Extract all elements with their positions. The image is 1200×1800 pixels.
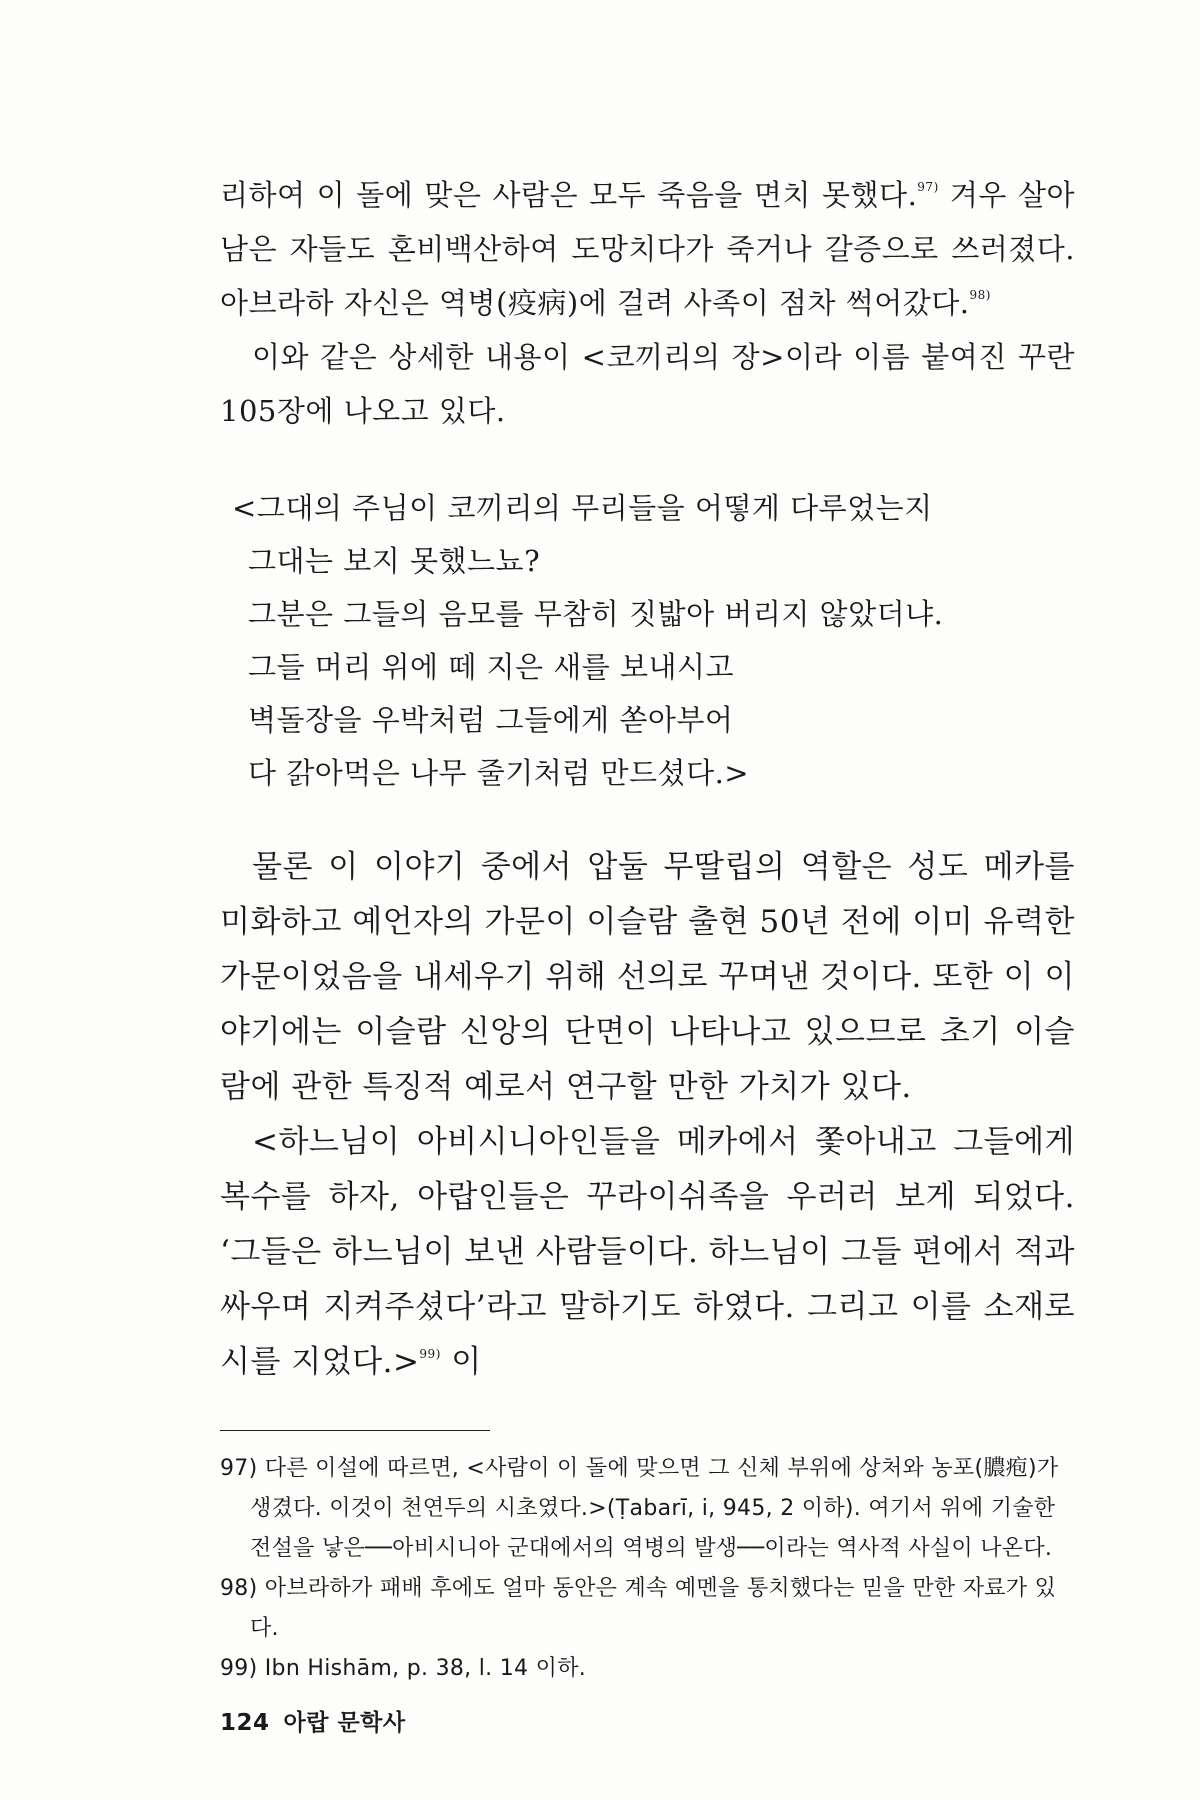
- paragraph-text: 리하여 이 돌에 맞은 사람은 모두 죽음을 면치 못했다.: [220, 178, 918, 212]
- paragraph-text: 이와 같은 상세한 내용이 <코끼리의 장>이라 이름 붙여진 꾸란 105장에 나오고 있다.: [220, 340, 1075, 428]
- page-number: 124: [220, 1710, 270, 1736]
- paragraph-quran-105: [220, 330, 1075, 438]
- quotation-line: 다 갉아먹은 나무 줄기처럼 만드셨다.>: [248, 756, 750, 790]
- footnote-97: 97) 다른 이설에 따르면, <사람이 이 돌에 맞으면 그 신체 부위에 상처와 농포(膿疱)가 생겼다. 이것이 천연두의 시초였다.>(Ṭabarī, i, 945, 2 이하). 여기서 위에 기술한 전설을 낳은──아비시니아 군대에서의 역병의 발생──이라는 역사적 사실이 나온다.: [220, 1456, 1059, 1561]
- footnote-ref-99[interactable]: 99): [419, 1347, 441, 1361]
- paragraph-text-cont: 겨우 살아남은 자들도 혼비백산하여 도망치다가 죽거나 갈증으로 쓰러졌다. 아브라하 자신은 역병(疫病)에 걸려 사족이 점차 썩어갔다.: [220, 178, 1075, 320]
- footnote-99: 99) Ibn Hishām, p. 38, l. 14 이하.: [220, 1656, 587, 1681]
- paragraph-abd-al-muttalib: [220, 840, 1075, 1115]
- paragraph-quraysh: [220, 1115, 1075, 1390]
- paragraph-text: 물론 이 이야기 중에서 압둘 무딸립의 역할은 성도 메카를 미화하고 예언자의 가문이 이슬람 출현 50년 전에 이미 유력한 가문이었음을 내세우기 위해 선의로 꾸며낸 것이다. 또한 이 이야기에는 이슬람 신앙의 단면이 나타나고 있으므로 초기 이슬람에 관한 특징적 예로서 연구할 만한 가치가 있다.: [220, 849, 1075, 1105]
- body-continuation: [220, 840, 1075, 1390]
- quotation-line: 벽돌장을 우박처럼 그들에게 쏟아부어: [248, 703, 734, 737]
- footnote-separator: [220, 1430, 490, 1431]
- footnotes: [220, 1449, 1075, 1689]
- quotation-line: 그들 머리 위에 떼 지은 새를 보내시고: [248, 650, 735, 684]
- paragraph-text: <하느님이 아비시니아인들을 메카에서 쫓아내고 그들에게 복수를 하자, 아랍인들은 꾸라이쉬족을 우러러 보게 되었다. ‘그들은 하느님이 보낸 사람들이다. 하느님이 그들 편에서 적과 싸우며 지켜주셨다’라고 말하기도 하였다. 그리고 이를 소재로 시를 지었다.>: [220, 1124, 1075, 1380]
- footnote-98: 98) 아브라하가 패배 후에도 얼마 동안은 계속 예멘을 통치했다는 믿을 만한 자료가 있다.: [220, 1576, 1057, 1641]
- paragraph-text-cont: 이: [440, 1344, 482, 1380]
- footnote-ref-97[interactable]: 97): [917, 180, 939, 194]
- paragraph-stone-plague: [220, 168, 1075, 330]
- quotation-line: 그분은 그들의 음모를 무참히 짓밟아 버리지 않았더냐.: [248, 597, 944, 631]
- quran-quotation: [232, 482, 1075, 800]
- page-footer: [220, 1704, 420, 1737]
- quotation-line: 그대는 보지 못했느뇨?: [248, 544, 541, 578]
- page-body: [220, 168, 1075, 1689]
- running-title: 아랍 문학사: [283, 1710, 406, 1736]
- quotation-line: <그대의 주님이 코끼리의 무리들을 어떻게 다루었는지: [232, 491, 933, 525]
- footnote-ref-98[interactable]: 98): [969, 288, 991, 302]
